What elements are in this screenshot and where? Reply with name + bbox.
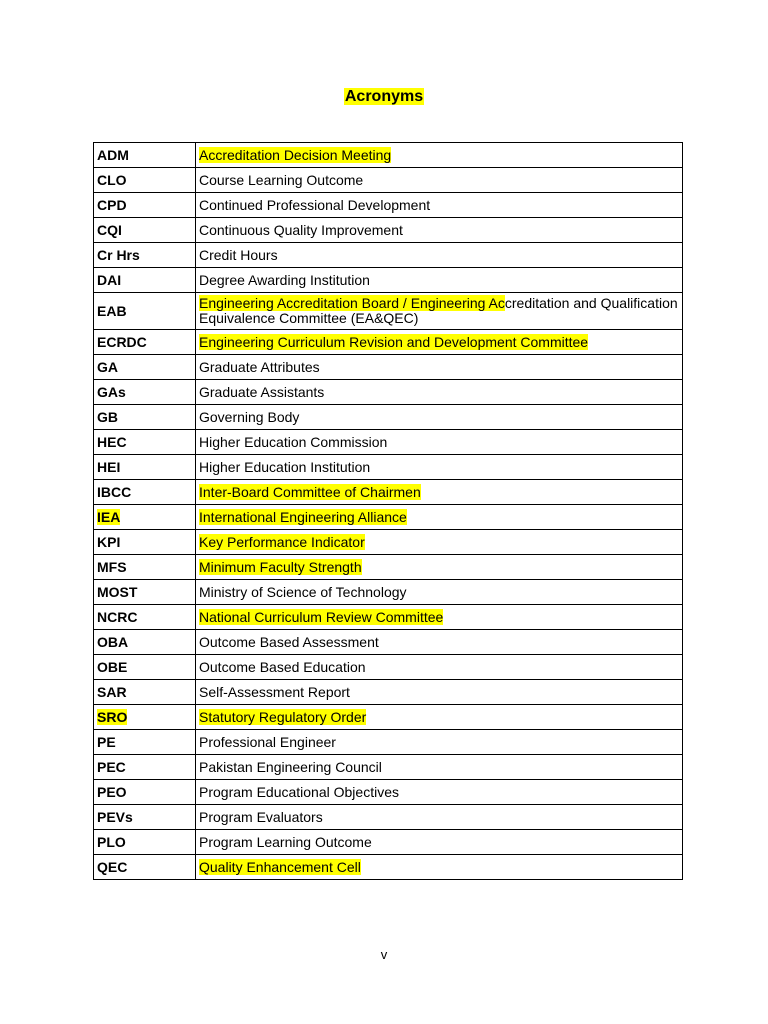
acronym-cell <box>94 855 196 880</box>
table-row <box>94 218 683 243</box>
page-number: v <box>380 947 388 962</box>
definition-cell <box>196 605 683 630</box>
acronym-cell <box>94 655 196 680</box>
acronym-text: CPD <box>97 196 127 213</box>
table-row <box>94 405 683 430</box>
definition-text: Credit Hours <box>199 246 278 263</box>
acronym-cell <box>94 530 196 555</box>
acronym-text: OBE <box>97 658 128 675</box>
definition-cell <box>196 330 683 355</box>
definition-cell <box>196 168 683 193</box>
definition-cell <box>196 193 683 218</box>
definition-cell <box>196 705 683 730</box>
definition-cell <box>196 730 683 755</box>
definition-cell <box>196 780 683 805</box>
acronym-text: ECRDC <box>97 333 147 350</box>
definition-cell <box>196 630 683 655</box>
acronym-text: GB <box>97 408 118 425</box>
acronym-text: KPI <box>97 533 121 550</box>
table-row <box>94 780 683 805</box>
table-row <box>94 168 683 193</box>
definition-text: International Engineering Alliance <box>199 508 407 525</box>
acronym-text: Cr Hrs <box>97 246 140 263</box>
table-row <box>94 355 683 380</box>
acronym-cell <box>94 505 196 530</box>
table-row <box>94 430 683 455</box>
acronym-text: IBCC <box>97 483 132 500</box>
acronym-cell <box>94 630 196 655</box>
definition-cell <box>196 830 683 855</box>
definition-text: Quality Enhancement Cell <box>199 858 361 875</box>
table-row <box>94 380 683 405</box>
definition-cell <box>196 680 683 705</box>
definition-cell <box>196 430 683 455</box>
definition-cell <box>196 480 683 505</box>
acronym-text: QEC <box>97 858 128 875</box>
acronym-cell <box>94 193 196 218</box>
definition-cell <box>196 555 683 580</box>
acronym-cell <box>94 143 196 168</box>
acronym-text: GAs <box>97 383 126 400</box>
definition-cell <box>196 580 683 605</box>
definition-text: Continued Professional Development <box>199 196 431 213</box>
definition-text: Outcome Based Assessment <box>199 633 379 650</box>
acronym-cell <box>94 580 196 605</box>
acronym-cell <box>94 780 196 805</box>
acronym-text: MOST <box>97 583 138 600</box>
acronym-cell <box>94 755 196 780</box>
acronym-cell <box>94 730 196 755</box>
table-row <box>94 268 683 293</box>
acronym-cell <box>94 805 196 830</box>
definition-text: Ministry of Science of Technology <box>199 583 407 600</box>
definition-text: Continuous Quality Improvement <box>199 221 403 238</box>
acronym-cell <box>94 830 196 855</box>
definition-text: Accreditation Decision Meeting <box>199 146 392 163</box>
acronyms-table <box>93 142 683 880</box>
acronym-cell <box>94 218 196 243</box>
definition-text: Course Learning Outcome <box>199 171 364 188</box>
definition-highlighted-text: Engineering Accreditation Board / Engineering Ac <box>199 295 505 311</box>
definition-text: Key Performance Indicator <box>199 533 365 550</box>
acronym-cell <box>94 680 196 705</box>
table-row <box>94 243 683 268</box>
acronym-cell <box>94 168 196 193</box>
acronym-cell <box>94 430 196 455</box>
table-row <box>94 530 683 555</box>
definition-text: Engineering Curriculum Revision and Development Committee <box>199 333 589 350</box>
definition-text: Graduate Assistants <box>199 383 325 400</box>
table-row <box>94 830 683 855</box>
acronym-cell <box>94 293 196 330</box>
acronyms-table-body <box>94 143 683 880</box>
definition-text: Higher Education Commission <box>199 433 388 450</box>
acronym-text: CLO <box>97 171 127 188</box>
acronym-cell <box>94 268 196 293</box>
table-row <box>94 705 683 730</box>
acronym-cell <box>94 405 196 430</box>
acronym-text: HEC <box>97 433 127 450</box>
definition-text: Program Evaluators <box>199 808 323 825</box>
acronym-text: OBA <box>97 633 129 650</box>
definition-cell <box>196 655 683 680</box>
definition-text: creditation and Qualification Equivalence Committee (EA&QEC) <box>199 295 678 326</box>
table-row <box>94 480 683 505</box>
acronym-text: PLO <box>97 833 126 850</box>
definition-cell <box>196 805 683 830</box>
definition-cell <box>196 380 683 405</box>
page-title-text: Acronyms <box>344 88 424 105</box>
definition-text: Graduate Attributes <box>199 358 320 375</box>
acronym-cell <box>94 605 196 630</box>
acronym-text: HEI <box>97 458 121 475</box>
acronym-text: SAR <box>97 683 127 700</box>
acronym-text: EAB <box>97 302 127 319</box>
table-row <box>94 330 683 355</box>
acronym-cell <box>94 705 196 730</box>
definition-cell <box>196 755 683 780</box>
acronym-text: IEA <box>97 508 121 525</box>
page-title <box>0 87 768 107</box>
definition-cell <box>196 405 683 430</box>
table-row <box>94 605 683 630</box>
table-row <box>94 193 683 218</box>
definition-text: Governing Body <box>199 408 300 425</box>
acronym-cell <box>94 380 196 405</box>
table-row <box>94 805 683 830</box>
acronym-text: CQI <box>97 221 122 238</box>
definition-text: Pakistan Engineering Council <box>199 758 382 775</box>
table-row <box>94 455 683 480</box>
definition-cell <box>196 355 683 380</box>
definition-cell <box>196 293 683 330</box>
table-row <box>94 580 683 605</box>
acronym-text: PEVs <box>97 808 133 825</box>
table-row <box>94 730 683 755</box>
acronym-text: ADM <box>97 146 129 163</box>
table-row <box>94 655 683 680</box>
table-row <box>94 555 683 580</box>
definition-cell <box>196 243 683 268</box>
definition-text: National Curriculum Review Committee <box>199 608 444 625</box>
acronym-text: PE <box>97 733 116 750</box>
definition-cell <box>196 268 683 293</box>
table-row <box>94 143 683 168</box>
table-row <box>94 855 683 880</box>
acronym-text: PEO <box>97 783 127 800</box>
definition-text: Degree Awarding Institution <box>199 271 370 288</box>
acronym-text: DAI <box>97 271 122 288</box>
table-row <box>94 293 683 330</box>
acronym-text: SRO <box>97 708 128 725</box>
definition-cell <box>196 855 683 880</box>
acronym-cell <box>94 330 196 355</box>
acronym-cell <box>94 480 196 505</box>
definition-text: Self-Assessment Report <box>199 683 350 700</box>
acronym-cell <box>94 455 196 480</box>
table-row <box>94 505 683 530</box>
acronym-text: PEC <box>97 758 126 775</box>
acronym-cell <box>94 555 196 580</box>
acronym-cell <box>94 243 196 268</box>
definition-text: Inter-Board Committee of Chairmen <box>199 483 421 500</box>
definition-cell <box>196 143 683 168</box>
definition-text: Statutory Regulatory Order <box>199 708 367 725</box>
definition-cell <box>196 218 683 243</box>
acronym-cell <box>94 355 196 380</box>
table-row <box>94 755 683 780</box>
table-row <box>94 630 683 655</box>
table-row <box>94 680 683 705</box>
definition-cell <box>196 455 683 480</box>
definition-cell <box>196 505 683 530</box>
acronym-text: GA <box>97 358 118 375</box>
definition-text: Professional Engineer <box>199 733 336 750</box>
acronym-text: MFS <box>97 558 127 575</box>
acronym-text: NCRC <box>97 608 138 625</box>
definition-text: Higher Education Institution <box>199 458 371 475</box>
definition-text: Program Learning Outcome <box>199 833 372 850</box>
definition-cell <box>196 530 683 555</box>
definition-text: Program Educational Objectives <box>199 783 399 800</box>
definition-text: Minimum Faculty Strength <box>199 558 362 575</box>
definition-text: Outcome Based Education <box>199 658 366 675</box>
